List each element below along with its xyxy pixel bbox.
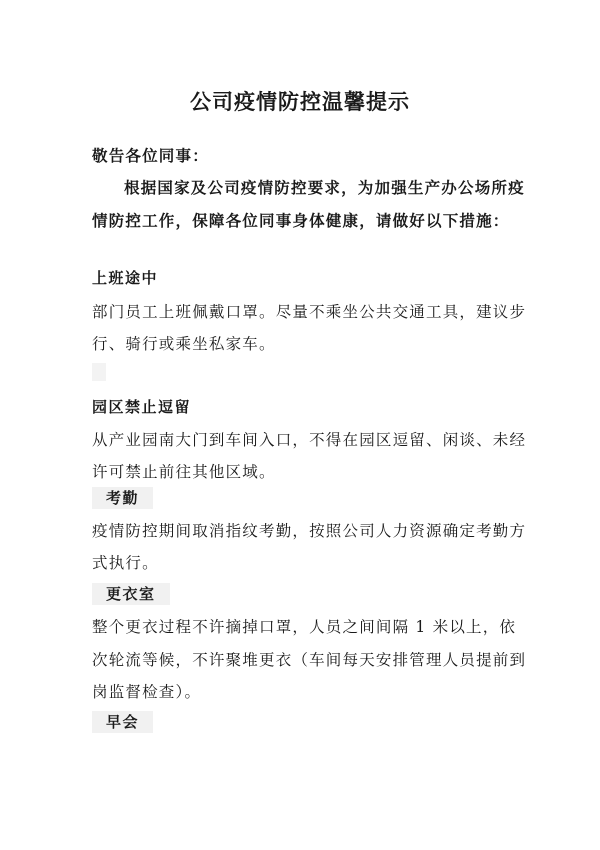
intro-line-2: 情防控工作，保障各位同事身体健康，请做好以下措施： — [92, 211, 510, 230]
section-text: 部门员工上班佩戴口罩。尽量不乘坐公共交通工具，建议步 — [92, 303, 527, 321]
section-heading-attendance — [92, 487, 153, 508]
section-text: 行、骑行或乘坐私家车。 — [92, 335, 276, 353]
section-heading-park: 园区禁止逗留 — [92, 398, 192, 416]
section-text: 式执行。 — [92, 554, 159, 572]
document-title: 公司疫情防控温馨提示 — [190, 90, 410, 114]
section-heading-morning-meeting — [92, 711, 153, 732]
section-text: 岗监督检查）。 — [92, 683, 202, 701]
section-text: 从产业园南大门到车间入口，不得在园区逗留、闲谈、未经 — [92, 431, 527, 449]
shaded-blank-paragraph — [92, 363, 106, 381]
section-text: 疫情防控期间取消指纹考勤，按照公司人力资源确定考勤方 — [92, 522, 527, 540]
section-text: 次轮流等候，不许聚堆更衣（车间每天安排管理人员提前到 — [92, 651, 527, 669]
intro-line-1: 根据国家及公司疫情防控要求，为加强生产办公场所疫 — [124, 178, 525, 197]
section-text: 整个更衣过程不许摘掉口罩，人员之间间隔 1 米以上，依 — [92, 618, 517, 636]
section-text: 许可禁止前往其他区域。 — [92, 463, 276, 481]
section-heading-label: 考勤 — [92, 487, 153, 509]
section-heading-label: 更衣室 — [92, 583, 170, 605]
greeting: 敬告各位同事： — [92, 146, 209, 165]
section-heading-label: 早会 — [92, 711, 153, 733]
section-heading-locker-room — [92, 583, 170, 604]
section-heading-commute: 上班途中 — [92, 269, 159, 287]
